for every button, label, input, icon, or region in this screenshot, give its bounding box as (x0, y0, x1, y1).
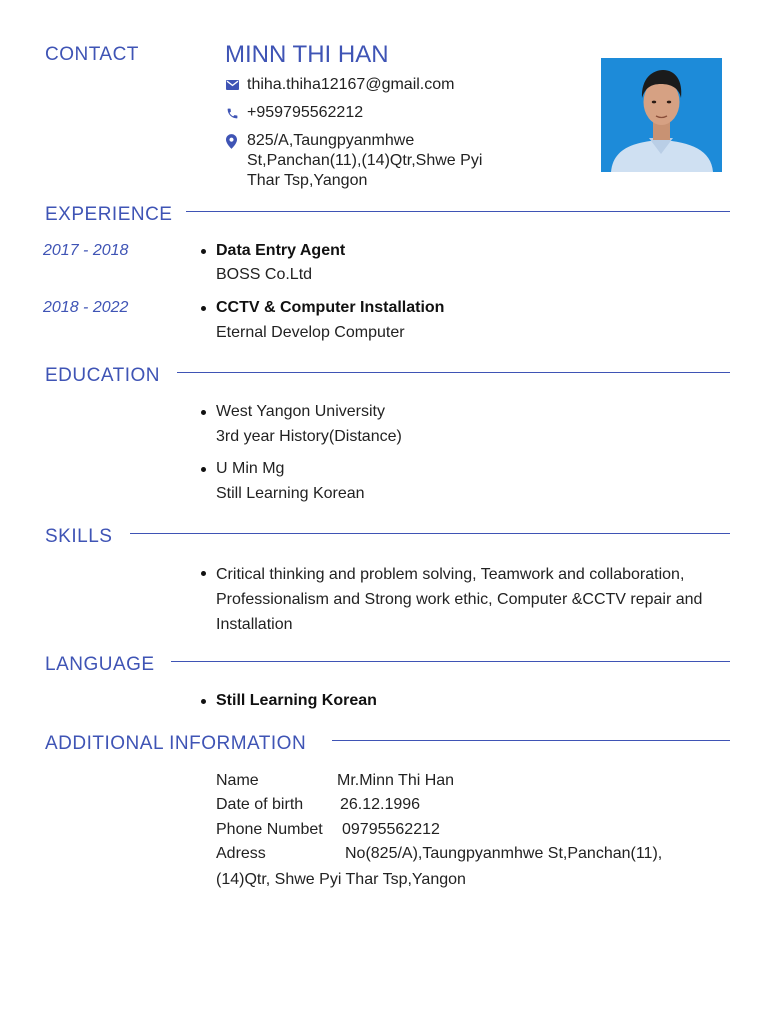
job-title: Data Entry Agent (216, 242, 346, 259)
job-company: BOSS Co.Ltd (216, 266, 313, 283)
info-value: No(825/A),Taungpyanmhwe St,Panchan(11), (345, 845, 663, 862)
school-detail: 3rd year History(Distance) (216, 428, 402, 445)
additional-divider (332, 740, 730, 741)
email-text[interactable]: thiha.thiha12167@gmail.com (247, 76, 455, 93)
language-item: Still Learning Korean (216, 692, 377, 709)
bullet (199, 304, 207, 312)
job-company: Eternal Develop Computer (216, 324, 405, 341)
skills-text: Critical thinking and problem solving, Teamwork and collaboration, Professionalism and Strong work ethic, Computer &CCTV repair and Installation (216, 566, 703, 633)
info-label: Date of birth (216, 796, 304, 813)
info-label: Adress (216, 845, 266, 862)
school-detail: Still Learning Korean (216, 485, 365, 502)
info-value: 26.12.1996 (340, 796, 421, 813)
phone-row (226, 103, 517, 123)
info-value-continued: (14)Qtr, Shwe Pyi Thar Tsp,Yangon (216, 871, 466, 888)
education-heading: EDUCATION (45, 365, 160, 386)
info-label: Name (216, 772, 259, 789)
candidate-name: MINN THI HAN (225, 41, 389, 68)
bullet (199, 465, 207, 473)
bullet (199, 697, 207, 705)
job-title: CCTV & Computer Installation (216, 299, 445, 316)
contact-heading: CONTACT (45, 44, 139, 65)
phone-text[interactable]: +959795562212 (247, 104, 364, 121)
language-divider (171, 661, 730, 662)
language-heading: LANGUAGE (45, 654, 155, 675)
school-name: U Min Mg (216, 460, 285, 477)
address-row (226, 131, 517, 191)
address-text: 825/A,Taungpyanmhwe St,Panchan(11),(14)Qtr,Shwe Pyi Thar Tsp,Yangon (247, 132, 483, 189)
skills-divider (130, 533, 730, 534)
email-row (226, 75, 517, 95)
experience-dates: 2017 - 2018 (43, 242, 129, 259)
profile-photo (601, 58, 722, 172)
phone-icon (226, 103, 240, 123)
experience-dates: 2018 - 2022 (43, 299, 129, 316)
additional-heading: ADDITIONAL INFORMATION (45, 733, 307, 754)
info-value: 09795562212 (342, 821, 440, 838)
info-value: Mr.Minn Thi Han (337, 772, 455, 789)
bullet (199, 408, 207, 416)
envelope-icon (226, 75, 240, 95)
bullet (199, 247, 207, 255)
school-name: West Yangon University (216, 403, 385, 420)
bullet (199, 569, 207, 577)
info-label: Phone Numbet (216, 821, 323, 838)
skills-heading: SKILLS (45, 526, 113, 547)
education-divider (177, 372, 730, 373)
experience-heading: EXPERIENCE (45, 204, 173, 225)
experience-divider (186, 211, 730, 212)
location-pin-icon (226, 131, 240, 151)
